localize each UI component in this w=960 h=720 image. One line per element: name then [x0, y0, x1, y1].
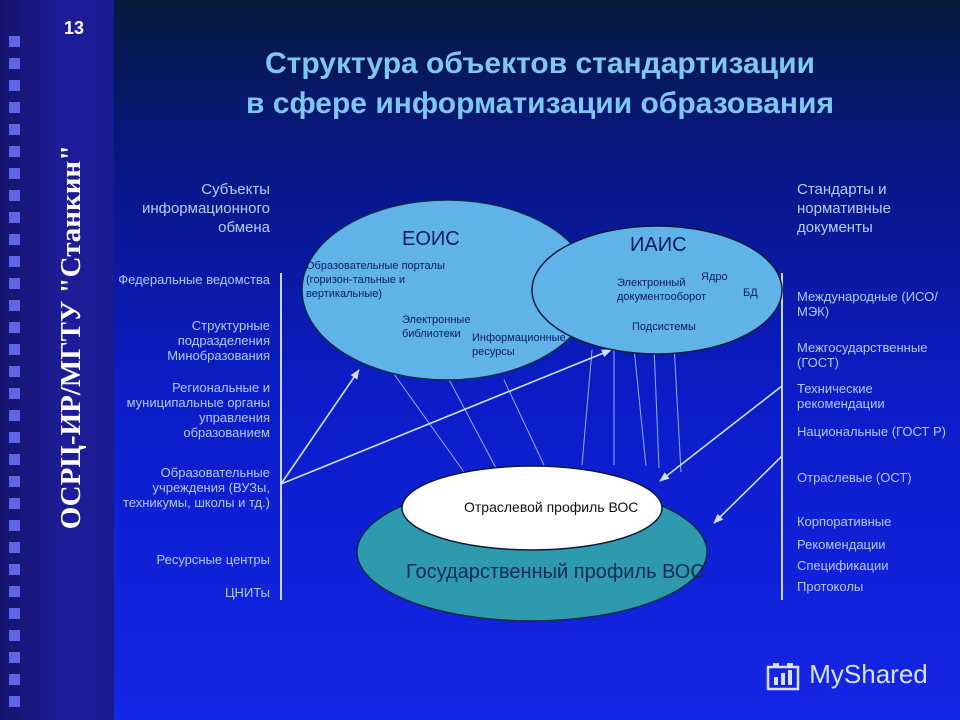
- decorative-square: [9, 432, 20, 443]
- eois-title: ЕОИС: [402, 228, 460, 250]
- decorative-square: [9, 146, 20, 157]
- decorative-square: [9, 542, 20, 553]
- right-item: Международные (ИСО/МЭК): [797, 289, 938, 319]
- decorative-square: [9, 366, 20, 377]
- decorative-square: [9, 410, 20, 421]
- decorative-square: [9, 476, 20, 487]
- decorative-square: [9, 608, 20, 619]
- iais-subsystems: Подсистемы: [632, 321, 696, 333]
- decorative-square: [9, 36, 20, 47]
- decorative-square: [9, 190, 20, 201]
- decorative-square: [9, 300, 20, 311]
- decorative-square: [9, 630, 20, 641]
- decorative-square: [9, 586, 20, 597]
- decorative-square: [9, 322, 20, 333]
- decorative-square: [9, 278, 20, 289]
- watermark-text: MyShared: [809, 659, 928, 689]
- eois-libraries: Электронные библиотеки: [402, 314, 471, 340]
- title-line-1: Структура объектов стандартизации: [265, 47, 815, 80]
- decorative-square: [9, 58, 20, 69]
- eois-portals: Образовательные порталы (горизон-тальные и вертикальные): [306, 260, 445, 300]
- arrow-to-sector-profile: [660, 386, 782, 481]
- right-item: Рекомендации: [797, 537, 886, 552]
- myshared-logo-icon: [766, 661, 802, 691]
- right-item: Национальные (ГОСТ Р): [797, 424, 946, 439]
- organization-vertical-label: ОСРЦ-ИР/МГТУ "Станкин": [55, 144, 87, 530]
- decorative-square: [9, 168, 20, 179]
- decorative-square: [9, 256, 20, 267]
- right-item: Отраслевые (ОСТ): [797, 470, 912, 485]
- state-profile-label: Государственный профиль ВОС: [406, 561, 705, 583]
- right-header: Стандарты и нормативные документы: [797, 181, 891, 236]
- slide-number: 13: [63, 18, 85, 38]
- arrow-to-state-profile: [714, 456, 782, 523]
- decorative-square: [9, 564, 20, 575]
- iais-title: ИАИС: [630, 234, 687, 256]
- left-header: Субъекты информационного обмена: [141, 181, 270, 236]
- left-item: Структурные подразделения Минобразования: [167, 318, 270, 363]
- decorative-square: [9, 344, 20, 355]
- iais-db: БД: [743, 287, 758, 299]
- left-item: Федеральные ведомства: [118, 272, 270, 287]
- slide-title: [150, 44, 930, 124]
- decorative-square: [9, 520, 20, 531]
- structure-diagram: [114, 160, 960, 640]
- right-item: Корпоративные: [797, 514, 892, 529]
- eois-info-resources: Информационные ресурсы: [472, 332, 566, 358]
- decorative-square: [9, 696, 20, 707]
- decorative-square: [9, 498, 20, 509]
- decorative-square: [9, 212, 20, 223]
- title-line-2: в сфере информатизации образования: [245, 87, 835, 120]
- right-item: Протоколы: [797, 579, 864, 594]
- watermark: [766, 654, 928, 694]
- decorative-square: [9, 80, 20, 91]
- decorative-square: [9, 674, 20, 685]
- decorative-square: [9, 124, 20, 135]
- decorative-square: [9, 388, 20, 399]
- left-item: ЦНИТы: [224, 585, 270, 600]
- sector-profile-label: Отраслевой профиль ВОС: [464, 499, 639, 515]
- decorative-square: [9, 102, 20, 113]
- right-item: Межгосударственные (ГОСТ): [797, 340, 928, 370]
- left-item: Образовательные учреждения (ВУЗы, техникумы, школы и тд.): [122, 465, 270, 510]
- right-item: Спецификации: [797, 558, 889, 573]
- sidebar: [0, 0, 114, 720]
- left-item: Региональные и муниципальные органы управления образованием: [126, 380, 270, 440]
- iais-doc-flow: Электронный документооборот: [617, 277, 707, 303]
- iais-core: Ядро: [701, 271, 728, 283]
- decorative-square: [9, 454, 20, 465]
- left-item: Ресурсные центры: [156, 552, 270, 567]
- decorative-square: [9, 652, 20, 663]
- arrow-to-eois: [281, 370, 359, 484]
- right-item: Технические рекомендации: [797, 381, 885, 411]
- decorative-square: [9, 234, 20, 245]
